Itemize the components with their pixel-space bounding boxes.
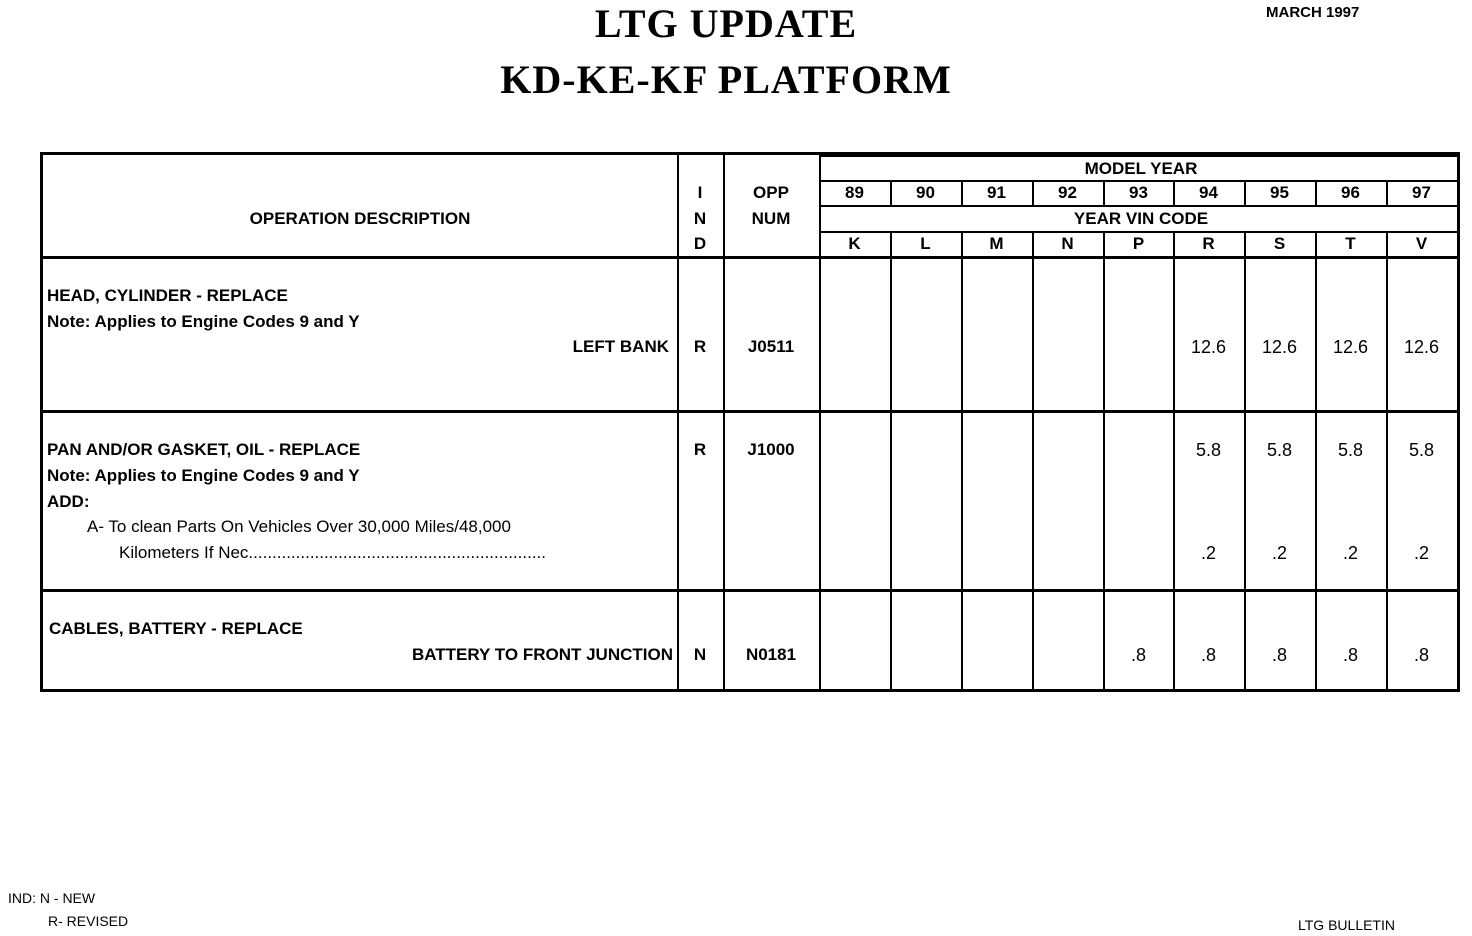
bulletin-date: MARCH 1997 [1266, 4, 1360, 21]
table-divider [819, 155, 821, 689]
row-title: PAN AND/OR GASKET, OIL - REPLACE [47, 440, 361, 459]
row-ind: R [693, 337, 707, 356]
model-year-90: 90 [916, 183, 935, 202]
ind-legend-revised: R- REVISED [48, 913, 129, 929]
year-column-divider [961, 180, 963, 205]
model-year-92: 92 [1058, 183, 1077, 202]
table-rule [819, 231, 1457, 233]
labor-time-value: 5.8 [1266, 440, 1293, 460]
row-opp-num: N0181 [745, 645, 797, 664]
year-column-divider [1173, 180, 1175, 205]
table-rule [819, 155, 1457, 157]
page-title-line1: LTG UPDATE [594, 1, 858, 46]
labor-time-value: 12.6 [1332, 337, 1369, 357]
row-title: CABLES, BATTERY - REPLACE [49, 619, 303, 638]
year-column-divider [890, 231, 892, 689]
ind-header-d: D [693, 234, 707, 253]
labor-time-add-value: .2 [1271, 543, 1287, 563]
opp-num-header-line1: OPP [753, 183, 789, 202]
model-year-89: 89 [845, 183, 864, 202]
labor-time-value: 5.8 [1408, 440, 1435, 460]
ind-legend-new: IND: N - NEW [8, 890, 96, 906]
year-column-divider [1386, 231, 1388, 689]
labor-time-add-value: .2 [1342, 543, 1358, 563]
year-column-divider [1315, 180, 1317, 205]
row-sub-label: BATTERY TO FRONT JUNCTION [412, 645, 673, 664]
year-column-divider [961, 231, 963, 689]
row-title: HEAD, CYLINDER - REPLACE [47, 286, 288, 305]
row-add-line2: Kilometers If Nec............................................................... [119, 543, 546, 562]
labor-time-value: .8 [1200, 645, 1216, 665]
vin-code-V: V [1415, 234, 1428, 253]
operation-description-header: OPERATION DESCRIPTION [249, 209, 471, 228]
year-vin-code-header: YEAR VIN CODE [1073, 209, 1209, 228]
model-year-97: 97 [1412, 183, 1431, 202]
row-ind: N [693, 645, 707, 664]
model-year-header: MODEL YEAR [1084, 159, 1198, 178]
labor-time-value: 12.6 [1261, 337, 1298, 357]
year-column-divider [1244, 231, 1246, 689]
labor-time-value: 5.8 [1195, 440, 1222, 460]
table-rule [819, 205, 1457, 207]
model-year-93: 93 [1129, 183, 1148, 202]
table-divider [723, 155, 725, 689]
year-column-divider [1315, 231, 1317, 689]
year-column-divider [1032, 231, 1034, 689]
labor-time-value: .8 [1130, 645, 1146, 665]
vin-code-K: K [848, 234, 861, 253]
labor-time-add-value: .2 [1200, 543, 1216, 563]
row-add-line1: A- To clean Parts On Vehicles Over 30,000 Miles/48,000 [87, 517, 511, 536]
vin-code-T: T [1345, 234, 1356, 253]
row-sub-label: LEFT BANK [572, 337, 669, 356]
vin-code-P: P [1132, 234, 1145, 253]
labor-time-value: 12.6 [1403, 337, 1440, 357]
year-column-divider [1244, 180, 1246, 205]
labor-time-table [40, 152, 1460, 692]
row-note: Note: Applies to Engine Codes 9 and Y [47, 312, 360, 331]
model-year-95: 95 [1270, 183, 1289, 202]
labor-time-add-value: .2 [1413, 543, 1429, 563]
row-opp-num: J1000 [747, 440, 795, 459]
labor-time-value: .8 [1342, 645, 1358, 665]
labor-time-value: 5.8 [1337, 440, 1364, 460]
labor-time-value: 12.6 [1190, 337, 1227, 357]
year-column-divider [1032, 180, 1034, 205]
vin-code-N: N [1061, 234, 1074, 253]
model-year-96: 96 [1341, 183, 1360, 202]
ind-header-i: I [697, 183, 703, 202]
year-column-divider [890, 180, 892, 205]
row-note: Note: Applies to Engine Codes 9 and Y [47, 466, 360, 485]
table-rule [819, 180, 1457, 182]
model-year-94: 94 [1199, 183, 1218, 202]
vin-code-L: L [920, 234, 931, 253]
year-column-divider [1103, 231, 1105, 689]
table-divider [677, 155, 679, 689]
ind-header-n: N [693, 209, 707, 228]
labor-time-value: .8 [1271, 645, 1287, 665]
row-add-label: ADD: [47, 492, 90, 511]
opp-num-header-line2: NUM [751, 209, 791, 228]
vin-code-R: R [1202, 234, 1215, 253]
year-column-divider [1173, 231, 1175, 689]
page-title-line2: KD-KE-KF PLATFORM [500, 57, 952, 102]
model-year-91: 91 [987, 183, 1006, 202]
row-opp-num: J0511 [747, 337, 795, 356]
labor-time-value: .8 [1413, 645, 1429, 665]
year-column-divider [1103, 180, 1105, 205]
vin-code-S: S [1273, 234, 1286, 253]
vin-code-M: M [989, 234, 1004, 253]
row-ind: R [693, 440, 707, 459]
year-column-divider [1386, 180, 1388, 205]
bulletin-label: LTG BULLETIN [1298, 917, 1395, 933]
